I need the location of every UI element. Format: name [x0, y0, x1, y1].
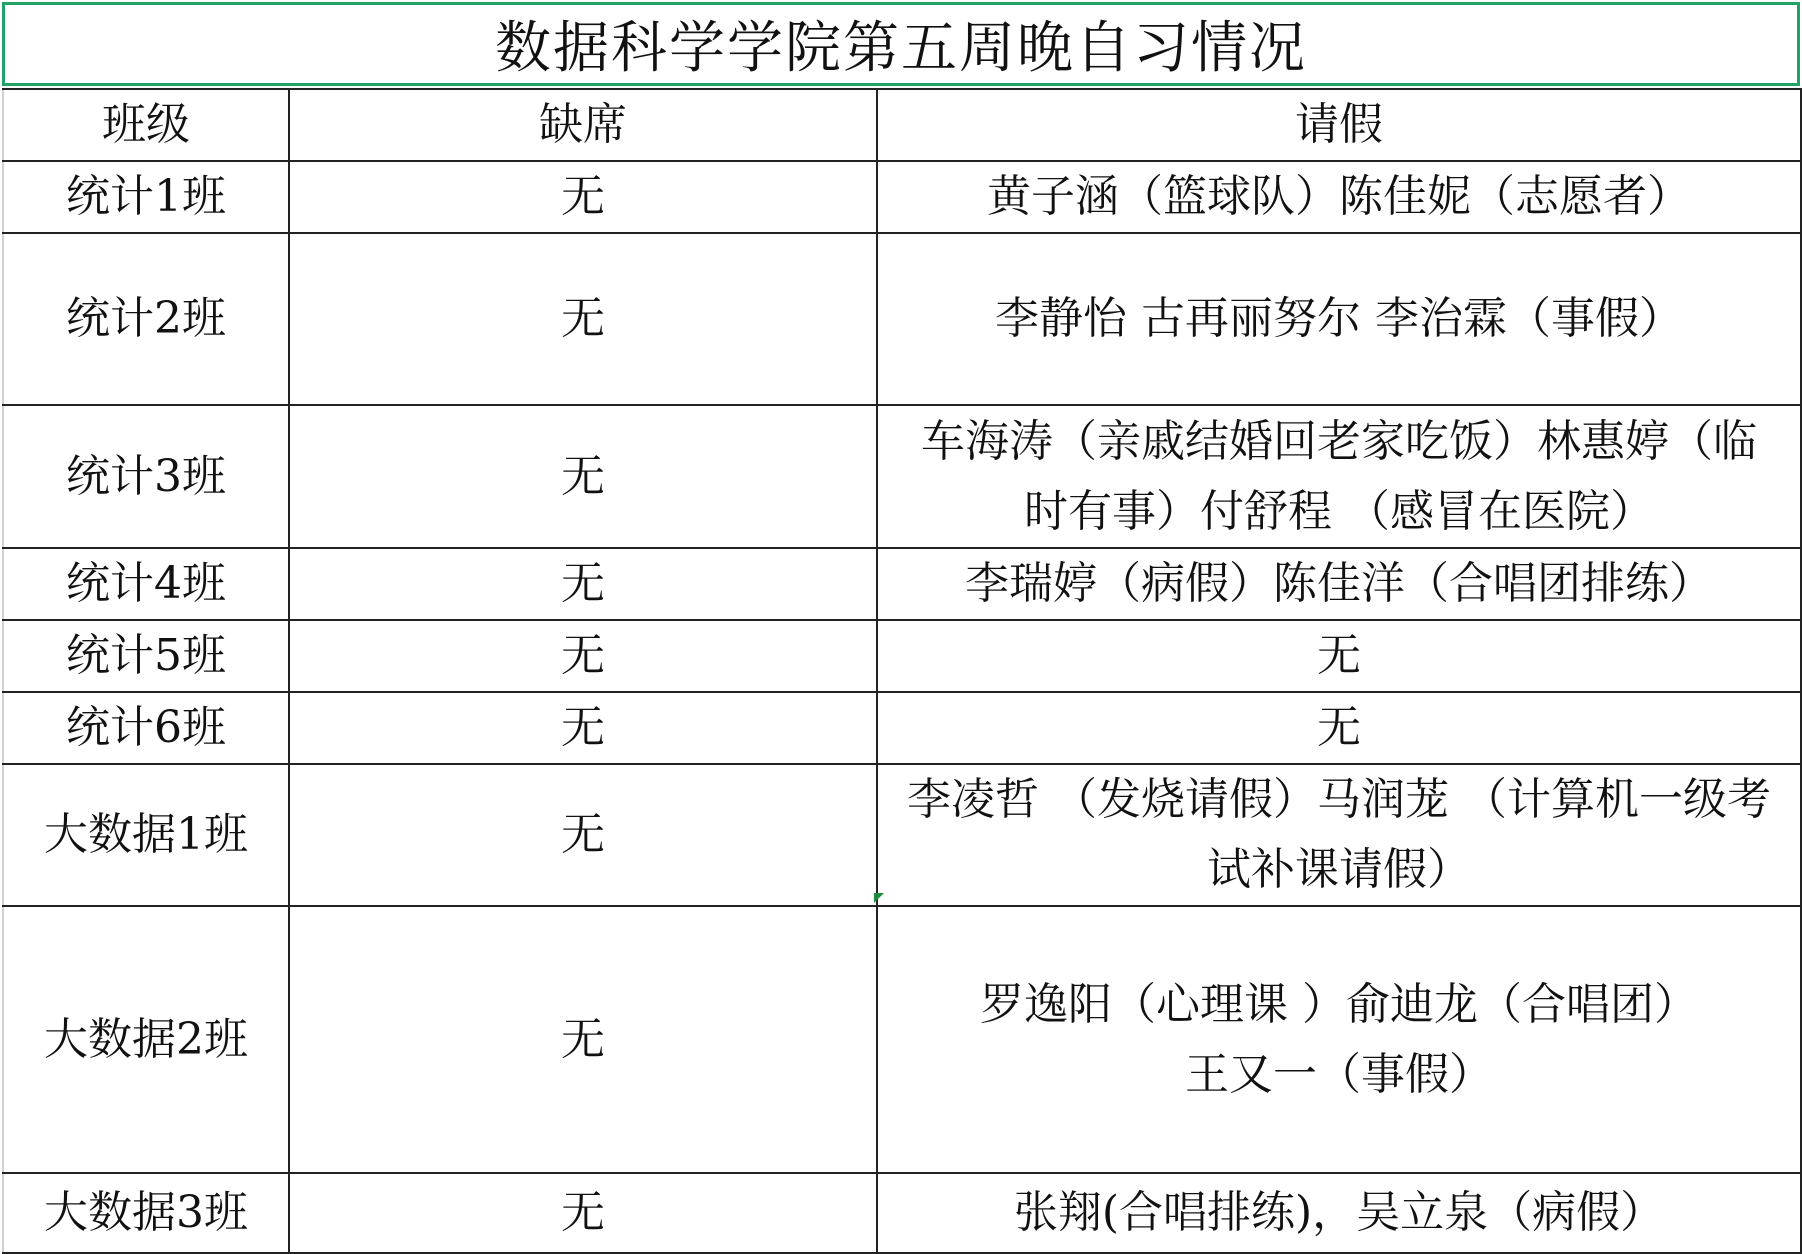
leave-cell[interactable] [877, 620, 1801, 692]
class-cell[interactable]: 大数据3班 [3, 1173, 289, 1253]
leave-line: 李静怡 古再丽努尔 李治霖（事假） [995, 293, 1683, 344]
attendance-table [2, 88, 1802, 1254]
table-row [3, 405, 1801, 548]
leave-line: 试补课请假） [1207, 844, 1471, 895]
leave-line: 黄子涵（篮球队）陈佳妮（志愿者） [987, 171, 1691, 222]
table-row [3, 161, 1801, 233]
class-cell[interactable]: 统计6班 [3, 692, 289, 764]
class-cell[interactable]: 统计5班 [3, 620, 289, 692]
leave-cell[interactable] [877, 692, 1801, 764]
header-leave[interactable]: 请假 [877, 89, 1801, 161]
class-cell[interactable]: 统计3班 [3, 405, 289, 548]
absent-cell[interactable]: 无 [289, 548, 877, 620]
class-cell[interactable]: 大数据2班 [3, 906, 289, 1173]
leave-line: 李凌哲 （发烧请假）马润茏 （计算机一级考 [907, 774, 1771, 825]
leave-line: 罗逸阳（心理课 ）俞迪龙（合唱团） [980, 978, 1698, 1030]
leave-cell[interactable] [877, 764, 1801, 906]
table-row [3, 906, 1801, 1173]
header-class[interactable]: 班级 [3, 89, 289, 161]
leave-line: 李瑞婷（病假）陈佳洋（合唱团排练） [965, 558, 1713, 609]
leave-line: 时有事）付舒程 （感冒在医院） [1024, 485, 1654, 537]
leave-line: 张翔(合唱排练)，吴立泉（病假） [1013, 1187, 1665, 1238]
table-row [3, 692, 1801, 764]
leave-line: 无 [1317, 630, 1361, 681]
leave-line: 无 [1317, 702, 1361, 753]
sheet-title[interactable]: 数据科学学院第五周晚自习情况 [2, 2, 1800, 86]
table-row [3, 548, 1801, 620]
absent-cell[interactable]: 无 [289, 161, 877, 233]
absent-cell[interactable]: 无 [289, 233, 877, 405]
class-cell[interactable]: 大数据1班 [3, 764, 289, 906]
absent-cell[interactable]: 无 [289, 1173, 877, 1253]
absent-cell[interactable]: 无 [289, 692, 877, 764]
leave-cell[interactable] [877, 405, 1801, 548]
absent-cell[interactable]: 无 [289, 764, 877, 906]
absent-cell[interactable]: 无 [289, 906, 877, 1173]
table-row [3, 764, 1801, 906]
leave-cell[interactable] [877, 548, 1801, 620]
leave-cell[interactable] [877, 233, 1801, 405]
class-cell[interactable]: 统计1班 [3, 161, 289, 233]
leave-cell[interactable] [877, 1173, 1801, 1253]
header-absent[interactable]: 缺席 [289, 89, 877, 161]
leave-line: 车海涛（亲戚结婚回老家吃饭）林惠婷（临 [921, 415, 1757, 467]
class-cell[interactable]: 统计2班 [3, 233, 289, 405]
header-row [3, 89, 1801, 161]
cell-comment-marker [874, 893, 884, 903]
absent-cell[interactable]: 无 [289, 620, 877, 692]
table-row [3, 620, 1801, 692]
table-row [3, 233, 1801, 405]
leave-line: 王又一（事假） [1185, 1048, 1493, 1100]
leave-cell[interactable] [877, 161, 1801, 233]
table-row [3, 1173, 1801, 1253]
leave-cell[interactable] [877, 906, 1801, 1173]
absent-cell[interactable]: 无 [289, 405, 877, 548]
class-cell[interactable]: 统计4班 [3, 548, 289, 620]
